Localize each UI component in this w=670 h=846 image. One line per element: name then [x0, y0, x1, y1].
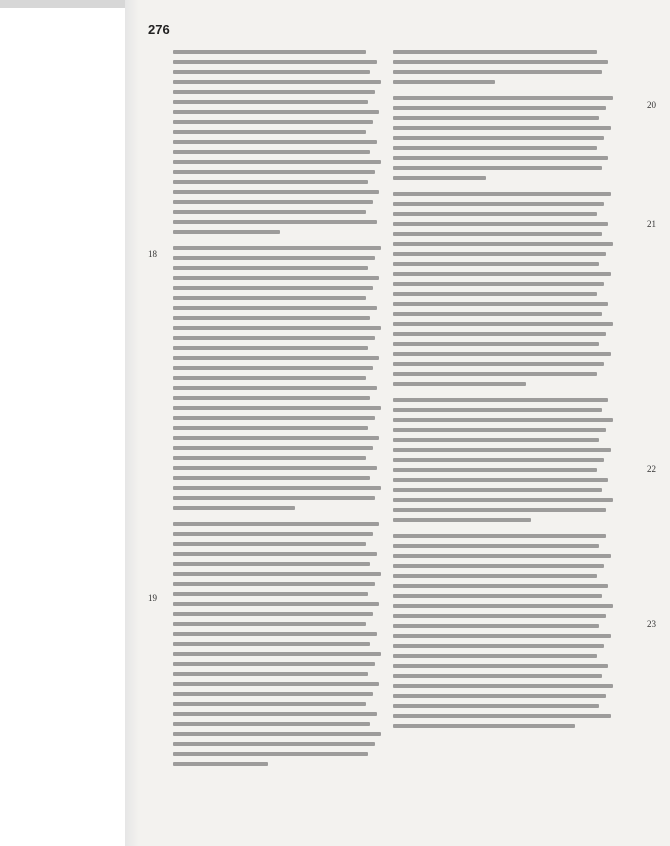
left-text-column — [173, 50, 383, 778]
text-line — [173, 456, 366, 460]
text-line — [173, 682, 379, 686]
text-line — [173, 466, 377, 470]
text-line — [173, 692, 373, 696]
text-line — [173, 376, 366, 380]
text-line — [393, 322, 613, 326]
text-line — [173, 140, 377, 144]
margin-number: 19 — [148, 593, 157, 603]
text-line — [173, 652, 381, 656]
margin-number: 22 — [647, 464, 656, 474]
text-line — [393, 136, 604, 140]
text-line — [173, 662, 375, 666]
text-line — [393, 604, 613, 608]
text-line — [173, 406, 381, 410]
text-line — [173, 160, 381, 164]
text-line — [393, 554, 611, 558]
text-line — [393, 624, 599, 628]
text-line — [173, 306, 377, 310]
text-line — [173, 110, 379, 114]
text-line — [393, 342, 599, 346]
text-line — [393, 704, 599, 708]
text-line — [393, 80, 495, 84]
text-line — [173, 190, 379, 194]
text-line — [173, 100, 368, 104]
text-line — [173, 426, 368, 430]
text-line — [393, 312, 602, 316]
text-line — [173, 356, 379, 360]
text-line — [393, 352, 611, 356]
text-line — [393, 498, 613, 502]
text-line — [393, 684, 613, 688]
text-line — [173, 702, 366, 706]
text-line — [393, 106, 606, 110]
text-line — [393, 654, 597, 658]
text-line — [393, 488, 602, 492]
text-line — [393, 60, 608, 64]
text-line — [393, 96, 613, 100]
text-line — [173, 446, 373, 450]
text-line — [173, 506, 295, 510]
margin-number: 18 — [148, 249, 157, 259]
text-line — [393, 398, 608, 402]
text-line — [173, 366, 373, 370]
text-line — [173, 70, 370, 74]
text-line — [393, 146, 597, 150]
text-line — [173, 612, 373, 616]
text-line — [173, 396, 370, 400]
text-line — [393, 458, 604, 462]
text-line — [393, 428, 606, 432]
text-line — [173, 50, 366, 54]
text-line — [173, 732, 381, 736]
right-text-column — [393, 50, 615, 740]
text-line — [393, 262, 599, 266]
text-line — [173, 476, 370, 480]
text-line — [173, 180, 368, 184]
text-line — [393, 518, 531, 522]
text-line — [173, 582, 375, 586]
text-line — [173, 336, 375, 340]
text-line — [173, 632, 377, 636]
text-line — [173, 386, 377, 390]
text-line — [173, 762, 268, 766]
text-line — [173, 276, 379, 280]
text-line — [173, 256, 375, 260]
text-line — [173, 316, 370, 320]
text-line — [173, 562, 370, 566]
text-line — [173, 170, 375, 174]
text-line — [173, 712, 377, 716]
text-line — [173, 120, 373, 124]
margin-number: 21 — [647, 219, 656, 229]
text-line — [173, 532, 373, 536]
text-line — [173, 246, 381, 250]
text-line — [393, 126, 611, 130]
scan-border-left — [125, 0, 139, 846]
text-line — [393, 468, 597, 472]
margin-number: 23 — [647, 619, 656, 629]
text-line — [393, 272, 611, 276]
page-header — [148, 22, 653, 40]
text-line — [173, 486, 381, 490]
text-line — [173, 522, 379, 526]
text-line — [393, 564, 604, 568]
text-line — [393, 116, 599, 120]
text-line — [393, 282, 604, 286]
text-line — [173, 266, 368, 270]
text-line — [173, 602, 379, 606]
text-line — [393, 408, 602, 412]
text-line — [393, 292, 597, 296]
text-line — [173, 672, 368, 676]
text-line — [173, 416, 375, 420]
text-line — [173, 326, 381, 330]
text-line — [393, 192, 611, 196]
text-line — [393, 222, 608, 226]
text-line — [393, 438, 599, 442]
text-line — [393, 644, 604, 648]
text-line — [173, 130, 366, 134]
text-line — [393, 574, 597, 578]
text-line — [173, 210, 366, 214]
text-line — [173, 622, 366, 626]
text-line — [173, 286, 373, 290]
text-line — [393, 724, 575, 728]
text-line — [173, 496, 375, 500]
text-line — [393, 594, 602, 598]
text-line — [173, 552, 377, 556]
text-line — [393, 232, 602, 236]
text-line — [393, 176, 486, 180]
text-line — [393, 156, 608, 160]
text-line — [173, 220, 377, 224]
text-line — [393, 448, 611, 452]
text-line — [173, 296, 366, 300]
text-line — [173, 722, 370, 726]
text-line — [393, 664, 608, 668]
text-line — [393, 50, 597, 54]
text-line — [173, 592, 368, 596]
text-line — [173, 230, 280, 234]
margin-number: 20 — [647, 100, 656, 110]
text-line — [393, 212, 597, 216]
text-line — [393, 70, 602, 74]
text-line — [173, 436, 379, 440]
text-line — [393, 372, 597, 376]
page-number: 276 — [148, 22, 170, 37]
text-line — [393, 202, 604, 206]
text-line — [173, 752, 368, 756]
text-line — [393, 534, 606, 538]
text-line — [393, 544, 599, 548]
text-line — [393, 332, 606, 336]
text-line — [393, 614, 606, 618]
text-line — [393, 634, 611, 638]
text-line — [173, 572, 381, 576]
text-line — [393, 714, 611, 718]
text-line — [393, 584, 608, 588]
text-line — [393, 694, 606, 698]
text-line — [173, 150, 370, 154]
text-line — [393, 508, 606, 512]
text-line — [393, 418, 613, 422]
text-line — [173, 642, 370, 646]
text-line — [393, 242, 613, 246]
text-line — [393, 674, 602, 678]
text-line — [173, 200, 373, 204]
text-line — [173, 346, 368, 350]
text-line — [173, 80, 381, 84]
text-line — [173, 542, 366, 546]
text-line — [393, 478, 608, 482]
text-line — [393, 166, 602, 170]
text-line — [173, 60, 377, 64]
text-line — [393, 302, 608, 306]
text-line — [393, 382, 526, 386]
text-line — [393, 362, 604, 366]
text-line — [393, 252, 606, 256]
text-line — [173, 742, 375, 746]
text-line — [173, 90, 375, 94]
